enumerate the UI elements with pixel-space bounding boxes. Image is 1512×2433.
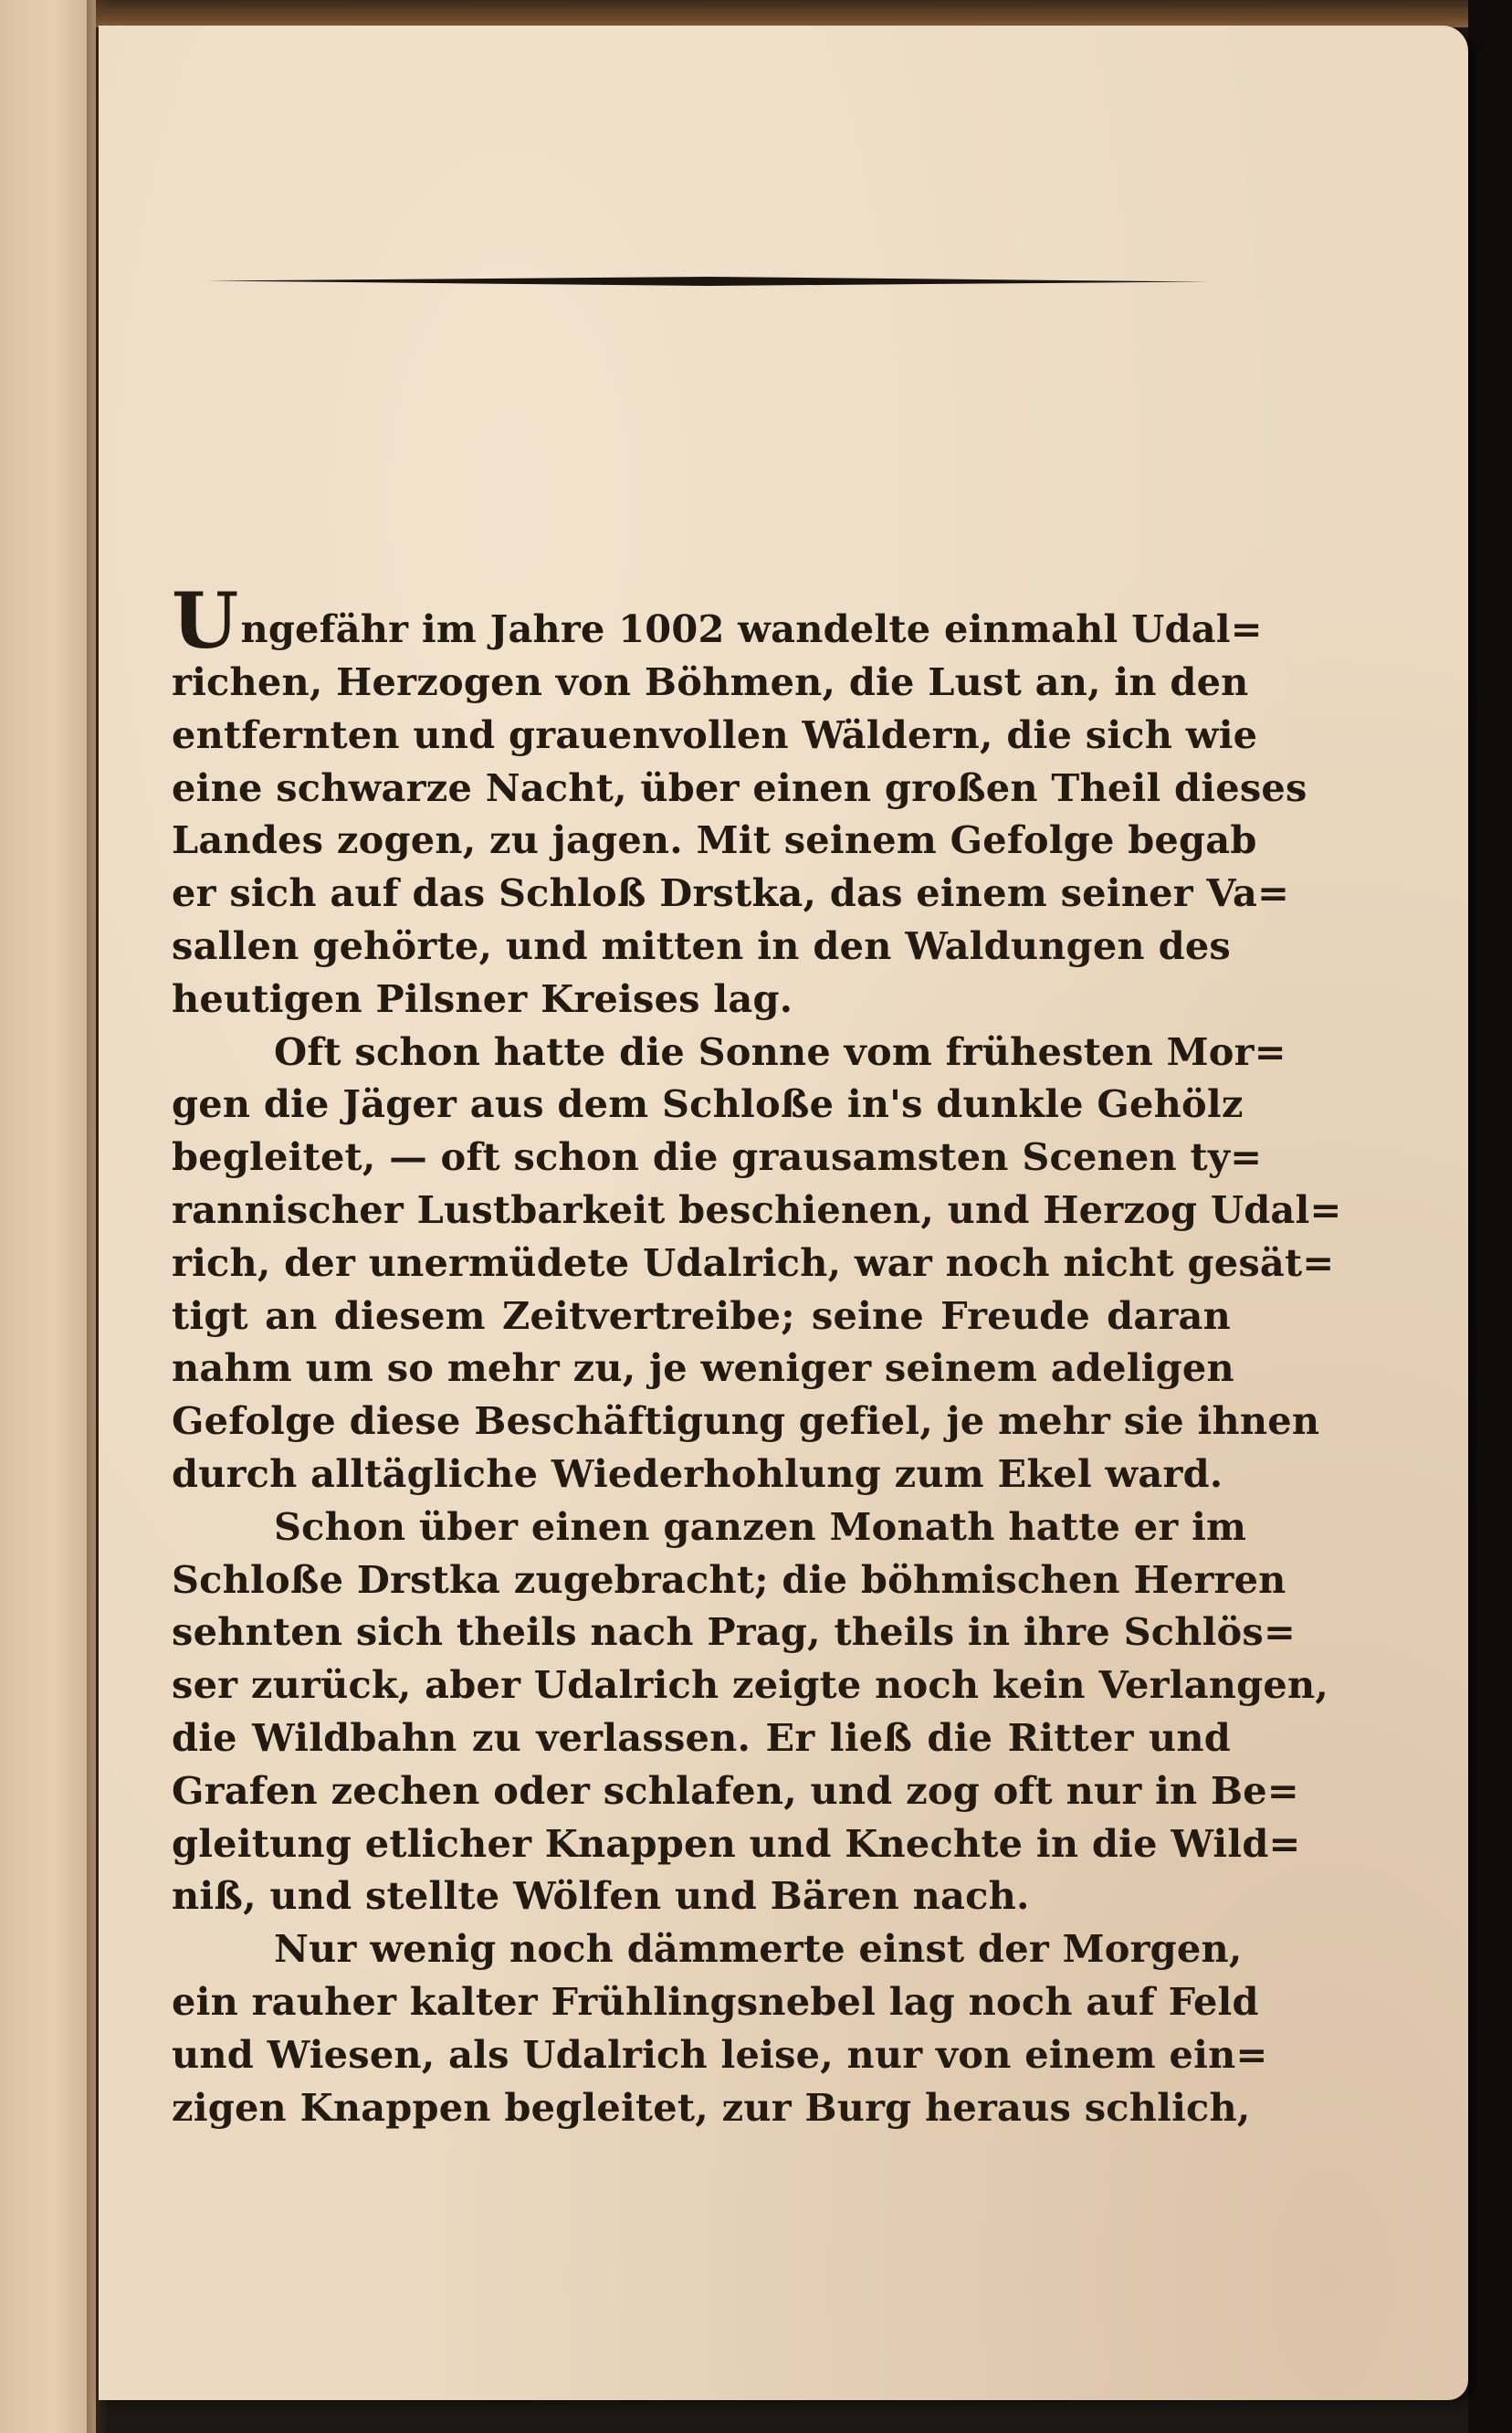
text-line: Nur wenig noch dämmerte einst der Morgen,	[274, 1926, 1243, 1972]
text-line: begleitet, — oft schon die grausamsten Scenen ty=	[172, 1134, 1263, 1180]
text-line: gleitung etlicher Knappen und Knechte in die Wild=	[172, 1820, 1301, 1866]
text-line: er sich auf das Schloß Drstka, das einem seiner Va=	[172, 870, 1290, 916]
book-cover-edge	[0, 0, 1512, 27]
text-line: sallen gehörte, und mitten in den Waldungen des	[172, 922, 1231, 968]
text-line: Schon über einen ganzen Monath hatte er im	[274, 1503, 1247, 1549]
text-line: rich, der unermüdete Udalrich, war noch nicht gesät=	[172, 1239, 1335, 1285]
text-line: durch alltägliche Wiederhohlung zum Ekel ward.	[172, 1450, 1223, 1496]
text-line: zigen Knappen begleitet, zur Burg heraus schlich,	[172, 2084, 1251, 2130]
text-line: Schloße Drstka zugebracht; die böhmischen Herren	[172, 1556, 1286, 1602]
text-line: Gefolge diese Beschäftigung gefiel, je mehr sie ihnen	[172, 1398, 1320, 1444]
text-line: heutigen Pilsner Kreises lag.	[172, 975, 793, 1021]
text-line: Landes zogen, zu jagen. Mit seinem Gefolge begab	[172, 817, 1257, 863]
text-line: richen, Herzogen von Böhmen, die Lust an, in den	[172, 659, 1249, 704]
text-line: nahm um so mehr zu, je weniger seinem adeligen	[172, 1345, 1234, 1391]
text-line: und Wiesen, als Udalrich leise, nur von einem ein=	[172, 2031, 1268, 2077]
text-line: tigt an diesem Zeitvertreibe; seine Freude daran	[172, 1292, 1231, 1338]
text-line: entfernten und grauenvollen Wäldern, die sich wie	[172, 711, 1258, 757]
facing-page-edge	[0, 0, 96, 2433]
text-line: Grafen zechen oder schlafen, und zog oft nur in Be=	[172, 1767, 1299, 1813]
text-line: die Wildbahn zu verlassen. Er ließ die Ritter und	[172, 1714, 1231, 1760]
text-line: sehnten sich theils nach Prag, theils in ihre Schlös=	[172, 1609, 1296, 1655]
text-line: ser zurück, aber Udalrich zeigte noch kein Verlangen,	[172, 1662, 1328, 1708]
text-line: eine schwarze Nacht, über einen großen Theil dieses	[172, 764, 1307, 810]
drop-initial: U	[172, 575, 239, 666]
text-line: Oft schon hatte die Sonne vom frühesten Mor=	[274, 1028, 1286, 1074]
text-line: ein rauher kalter Frühlingsnebel lag noch auf Feld	[172, 1978, 1259, 2024]
background-edge	[1468, 0, 1512, 2433]
text-line: rannischer Lustbarkeit beschienen, und Herzog Udal=	[172, 1186, 1342, 1232]
text-line: niß, und stellte Wölfen und Bären nach.	[172, 1873, 1030, 1919]
body-text	[172, 575, 1342, 2133]
text-line: Ungefähr im Jahre 1002 wandelte einmahl Udal=	[172, 575, 1263, 666]
text-line: gen die Jäger aus dem Schloße in's dunkle Gehölz	[172, 1081, 1244, 1127]
